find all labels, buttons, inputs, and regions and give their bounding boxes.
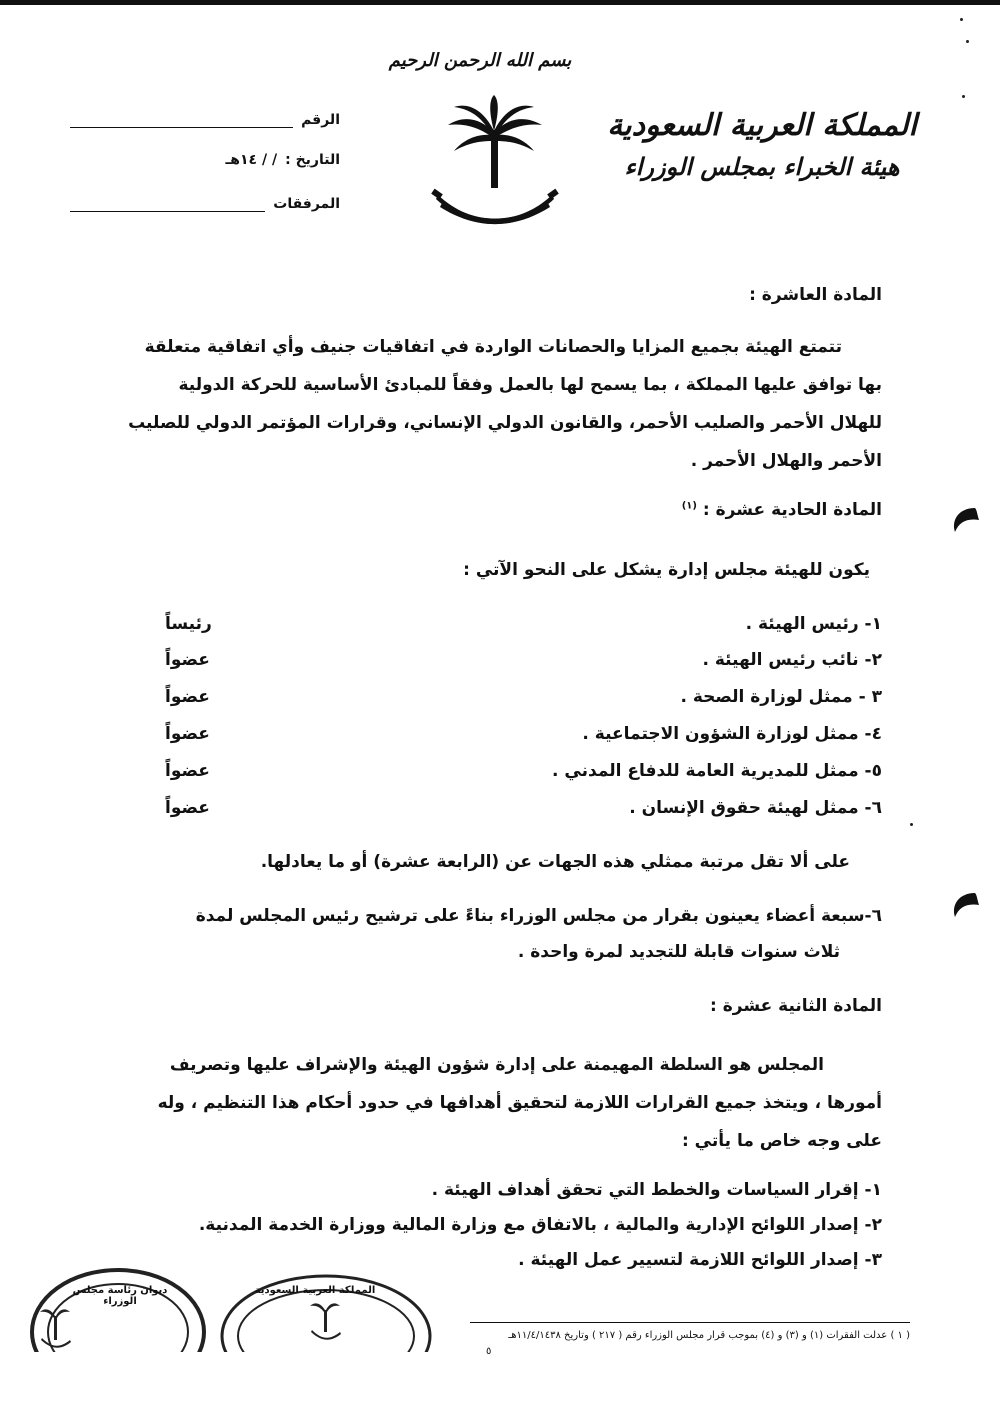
board-member-item: ٥- ممثل للمديرية العامة للدفاع المدني . — [552, 761, 882, 781]
bismillah: بسم الله الرحمن الرحيم — [388, 50, 572, 71]
article-12-line: على وجه خاص ما يأتي : — [681, 1131, 882, 1151]
footnote-text: ( ١ ) عدلت الفقرات (١) و (٣) و (٤) بموجب قرار مجلس الوزراء رقم ( ٢١٧ ) وتاريخ ١١/٤/١٤٣٨هـ — [508, 1330, 910, 1341]
board-member-role: رئيساً — [165, 614, 212, 634]
board-member-item: ١- رئيس الهيئة . — [745, 614, 882, 634]
article-12-heading: المادة الثانية عشرة : — [710, 996, 882, 1016]
article-10-line: الأحمر والهلال الأحمر . — [690, 451, 882, 471]
board-member-role: عضواً — [165, 798, 210, 818]
scan-dot — [910, 823, 913, 826]
top-border — [0, 0, 1000, 5]
article-10-body — [102, 328, 882, 480]
article-11-heading — [482, 500, 882, 520]
right-stamp-seal-icon — [216, 1268, 436, 1352]
date-label: التاريخ : — [285, 152, 340, 168]
board-intro: يكون للهيئة مجلس إدارة يشكل على النحو الآتي : — [463, 560, 870, 580]
attachments-row — [70, 196, 340, 212]
reference-number-row — [70, 112, 340, 128]
article-12-line: المجلس هو السلطة المهيمنة على إدارة شؤون الهيئة والإشراف عليها وتصريف — [169, 1055, 824, 1075]
article-12-item: ٣- إصدار اللوائح اللازمة لتسيير عمل الهيئة . — [518, 1250, 882, 1270]
article-12-item: ٢- إصدار اللوائح الإدارية والمالية ، بالاتفاق مع وزارة المالية ووزارة الخدمة المدنية. — [198, 1215, 882, 1235]
footnote-reference: (١) — [681, 500, 697, 512]
article-11-title: المادة الحادية عشرة : — [702, 500, 882, 520]
saudi-emblem-icon — [430, 95, 560, 245]
reference-line — [70, 117, 293, 128]
scan-dot — [962, 95, 965, 98]
article-12-line: أمورها ، ويتخذ جميع القرارات اللازمة لتحقيق أهدافها في حدود أحكام هذا التنظيم ، وله — [157, 1093, 882, 1113]
left-stamp-seal-icon — [20, 1262, 210, 1352]
article-10-heading: المادة العاشرة : — [749, 285, 882, 305]
date-row — [70, 152, 340, 168]
article-12-item: ١- إقرار السياسات والخطط التي تحقق أهداف الهيئة . — [431, 1180, 882, 1200]
date-value: / / ١٤هـ — [225, 152, 278, 168]
reference-label: الرقم — [301, 112, 340, 128]
footnote-divider — [470, 1322, 910, 1323]
board-member-role: عضواً — [165, 687, 210, 707]
article-10-line: بها توافق عليها المملكة ، بما يسمح لها بالعمل وفقاً للمبادئ الأساسية للحركة الدولية — [178, 375, 882, 395]
seven-members-line-2: ثلاث سنوات قابلة للتجديد لمرة واحدة . — [517, 942, 840, 962]
punch-hole-mark — [945, 885, 981, 925]
board-member-role: عضواً — [165, 724, 210, 744]
rank-note: على ألا تقل مرتبة ممثلي هذه الجهات عن (الرابعة عشرة) أو ما يعادلها. — [260, 852, 850, 872]
agency-name: هيئة الخبراء بمجلس الوزراء — [624, 152, 900, 181]
seven-members-line-1: ٦-سبعة أعضاء يعينون بقرار من مجلس الوزراء بناءً على ترشيح رئيس المجلس لمدة — [195, 906, 882, 926]
article-10-line: للهلال الأحمر والصليب الأحمر، والقانون الدولي الإنساني، وقرارات المؤتمر الدولي للصليب — [128, 413, 882, 433]
page-number: ٥ — [486, 1346, 492, 1357]
article-10-line: تتمتع الهيئة بجميع المزايا والحصانات الواردة في اتفاقيات جنيف وأي اتفاقية متعلقة — [144, 337, 842, 357]
right-stamp-text: المملكة العربية السعودية — [254, 1285, 376, 1296]
scan-dot — [960, 18, 963, 21]
article-12-body — [102, 1046, 882, 1160]
scan-dot — [966, 40, 969, 43]
board-member-item: ٢- نائب رئيس الهيئة . — [702, 650, 882, 670]
board-member-role: عضواً — [165, 650, 210, 670]
board-member-role: عضواً — [165, 761, 210, 781]
board-member-item: ٣ - ممثل لوزارة الصحة . — [680, 687, 882, 707]
left-stamp-text: ديوان رئاسة مجلس الوزراء — [72, 1285, 168, 1307]
attachments-label: المرفقات — [273, 196, 340, 212]
board-member-item: ٦- ممثل لهيئة حقوق الإنسان . — [629, 798, 882, 818]
board-member-item: ٤- ممثل لوزارة الشؤون الاجتماعية . — [582, 724, 882, 744]
kingdom-name: المملكة العربية السعودية — [607, 108, 917, 143]
attachments-line — [70, 201, 265, 212]
punch-hole-mark — [945, 500, 981, 540]
